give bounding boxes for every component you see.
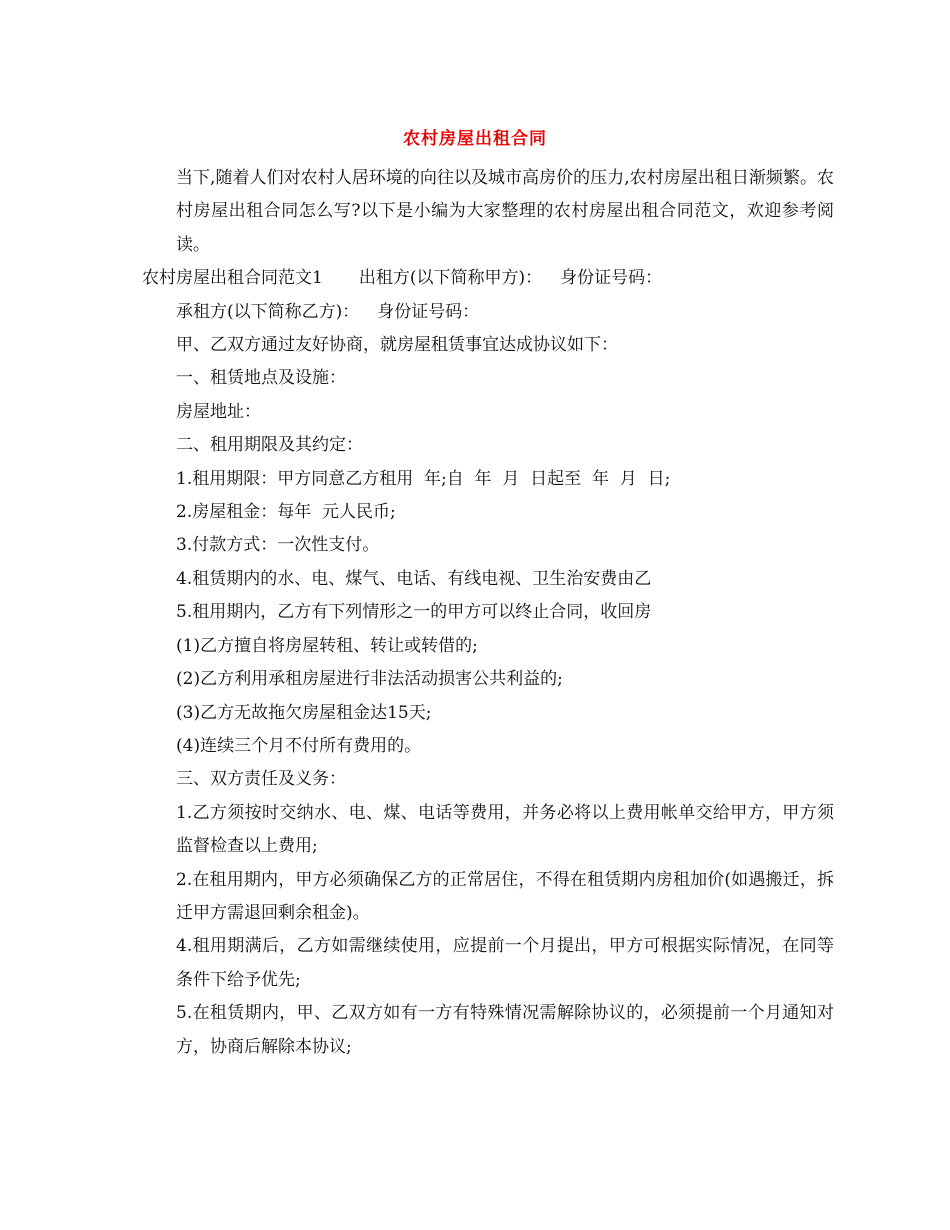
house-address-line: 房屋地址： xyxy=(176,401,261,422)
duty-clause-5: 5.在租赁期内，甲、乙双方如有一方有特殊情况需解除协议的，必须提前一个月通知对方，协商后解除本协议; xyxy=(176,1003,834,1057)
lessor-id-label: 身份证号码： xyxy=(560,268,663,289)
termination-item-3: (3)乙方无故拖欠房屋租金达15天; xyxy=(176,702,432,723)
termination-clause: 5.租用期内，乙方有下列情形之一的甲方可以终止合同，收回房 xyxy=(176,602,652,623)
section-3-heading: 三、双方责任及义务： xyxy=(176,769,346,790)
payment-clause: 3.付款方式：一次性支付。 xyxy=(176,535,380,556)
duty-clause-1: 1.乙方须按时交纳水、电、煤、电话等费用，并务必将以上费用帐单交给甲方，甲方须监督检查以上费用; xyxy=(176,802,834,857)
parties-line xyxy=(142,262,834,295)
termination-item-4: (4)连续三个月不付所有费用的。 xyxy=(176,735,422,756)
duty-clause-2: 2.在租用期内，甲方必须确保乙方的正常居住，不得在租赁期内房租加价(如遇搬迁，拆迁甲方需退回剩余租金)。 xyxy=(176,869,834,923)
utilities-clause: 4.租赁期内的水、电、煤气、电话、有线电视、卫生治安费由乙 xyxy=(176,568,652,589)
termination-item-1: (1)乙方擅自将房屋转租、转让或转借的; xyxy=(176,635,478,656)
section-1-heading: 一、租赁地点及设施： xyxy=(176,368,346,389)
rent-clause: 2.房屋租金：每年 元人民币; xyxy=(176,502,396,523)
document-body xyxy=(142,162,834,1064)
lease-term-clause: 1.租用期限：甲方同意乙方租用 年;自 年 月 日起至 年 月 日; xyxy=(176,468,671,489)
agreement-line: 甲、乙双方通过友好协商，就房屋租赁事宜达成协议如下： xyxy=(176,335,618,356)
section-2-heading: 二、租用期限及其约定： xyxy=(176,435,363,456)
sample-heading: 农村房屋出租合同范文1 xyxy=(142,268,323,289)
lessee-line xyxy=(142,296,834,329)
lessee-label: 承租方(以下简称乙方)： xyxy=(176,301,360,322)
lessee-id-label: 身份证号码： xyxy=(377,301,480,322)
intro-paragraph: 当下,随着人们对农村人居环境的向往以及城市高房价的压力,农村房屋出租日渐频繁。农村房屋出租合同怎么写?以下是小编为大家整理的农村房屋出租合同范文，欢迎参考阅读。 xyxy=(176,168,834,255)
document-title: 农村房屋出租合同 xyxy=(403,129,547,149)
duty-clause-4: 4.租用期满后，乙方如需继续使用，应提前一个月提出，甲方可根据实际情况，在同等条件下给予优先; xyxy=(176,936,834,990)
lessor-label: 出租方(以下简称甲方)： xyxy=(358,268,543,289)
termination-item-2: (2)乙方利用承租房屋进行非法活动损害公共利益的; xyxy=(176,669,563,690)
